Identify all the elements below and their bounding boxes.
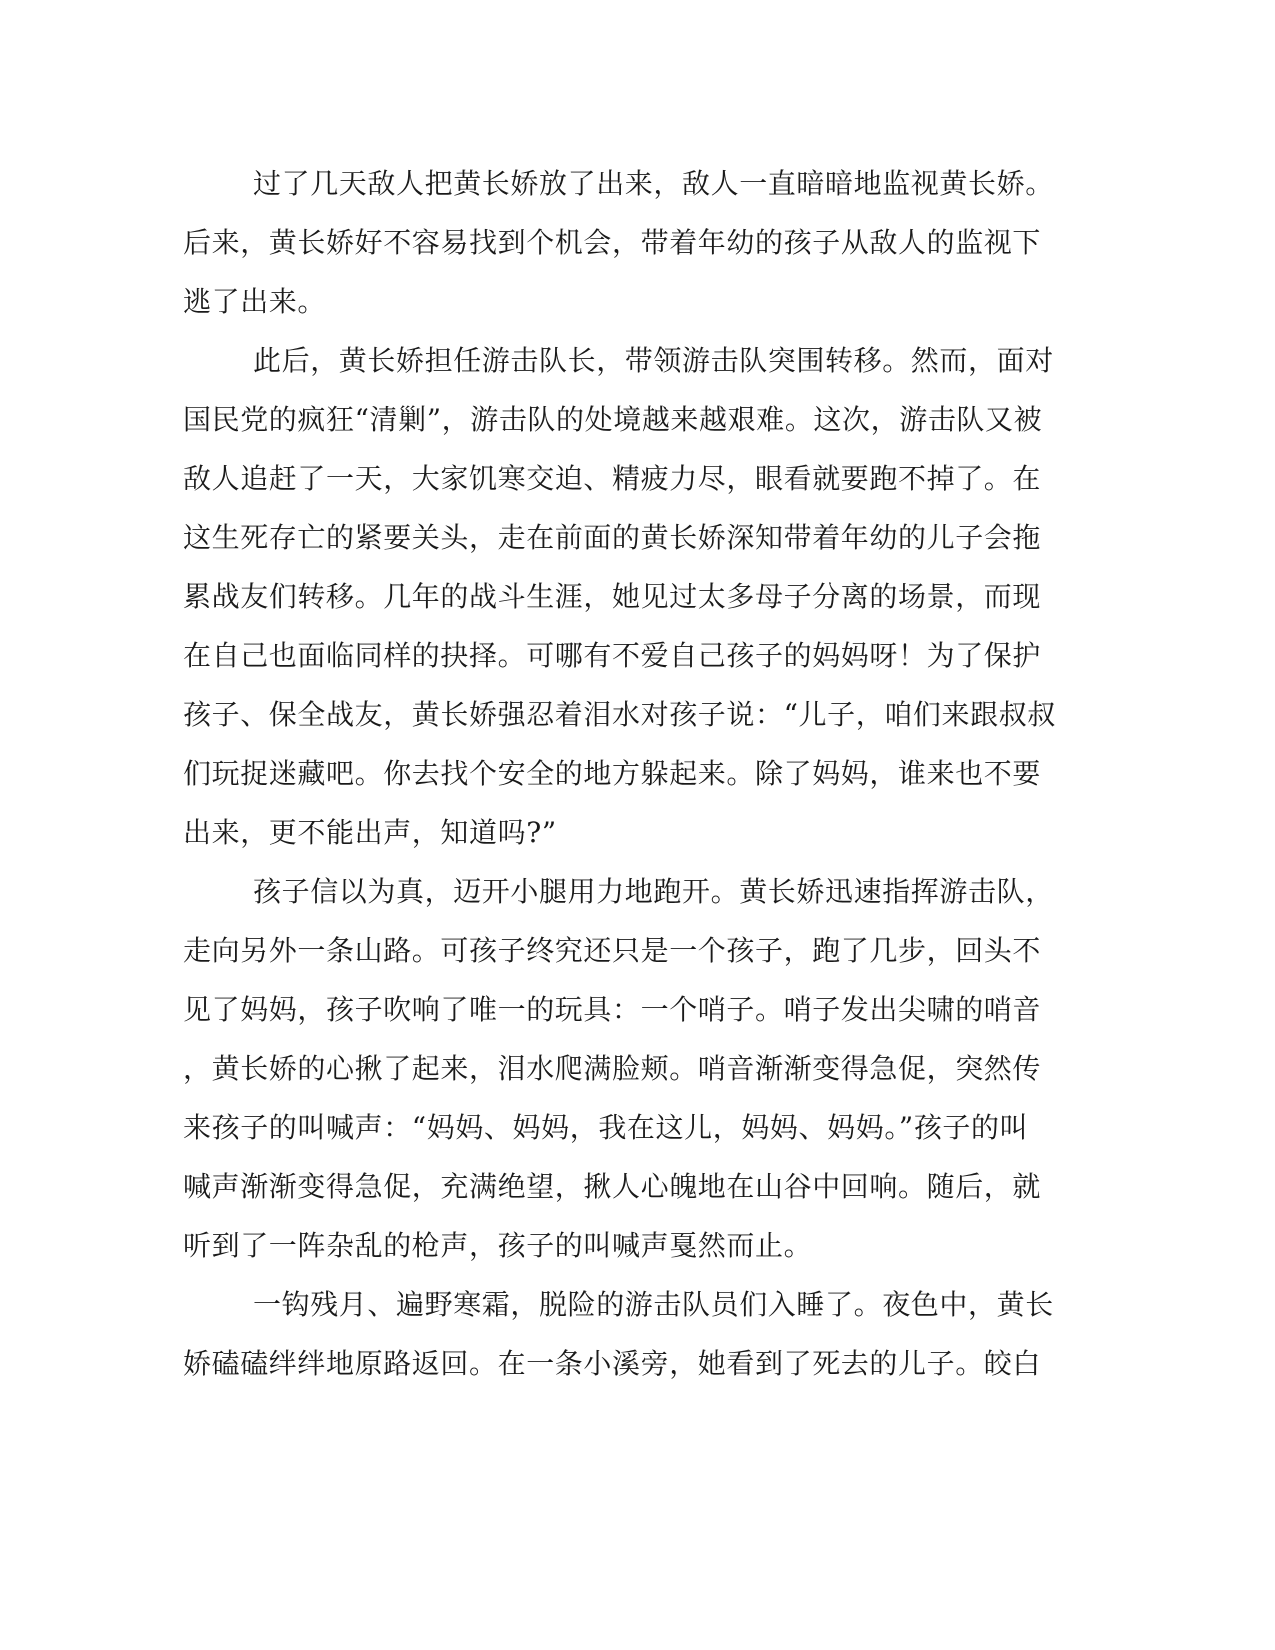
paragraph-3-line-5: 来孩子的叫喊声：“妈妈、妈妈，我在这儿，妈妈、妈妈。”孩子的叫 bbox=[183, 1111, 1029, 1144]
paragraph-2-line-5: 累战友们转移。几年的战斗生涯，她见过太多母子分离的场景，而现 bbox=[183, 580, 1042, 613]
paragraph-2-line-8: 们玩捉迷藏吧。你去找个安全的地方躲起来。除了妈妈，谁来也不要 bbox=[183, 757, 1042, 790]
paragraph-3-line-7: 听到了一阵杂乱的枪声，孩子的叫喊声戛然而止。 bbox=[183, 1229, 813, 1262]
paragraph-2-line-9: 出来，更不能出声，知道吗?” bbox=[183, 816, 557, 849]
paragraph-2-line-4: 这生死存亡的紧要关头，走在前面的黄长娇深知带着年幼的儿子会拖 bbox=[183, 521, 1042, 554]
paragraph-2-line-6: 在自己也面临同样的抉择。可哪有不爱自己孩子的妈妈呀！为了保护 bbox=[183, 639, 1042, 672]
paragraph-3-line-3: 见了妈妈，孩子吹响了唯一的玩具：一个哨子。哨子发出尖啸的哨音 bbox=[183, 993, 1042, 1026]
paragraph-2-line-7: 孩子、保全战友，黄长娇强忍着泪水对孩子说：“儿子，咱们来跟叔叔 bbox=[183, 698, 1056, 731]
paragraph-2-line-1: 此后，黄长娇担任游击队长，带领游击队突围转移。然而，面对 bbox=[253, 344, 1054, 377]
paragraph-3-line-4: ，黄长娇的心揪了起来，泪水爬满脸颊。哨音渐渐变得急促，突然传 bbox=[183, 1052, 1042, 1085]
paragraph-4-line-2: 娇磕磕绊绊地原路返回。在一条小溪旁，她看到了死去的儿子。皎白 bbox=[183, 1347, 1042, 1380]
paragraph-1-line-2: 后来，黄长娇好不容易找到个机会，带着年幼的孩子从敌人的监视下 bbox=[183, 226, 1042, 259]
document-body bbox=[183, 154, 1056, 1393]
paragraph-1-line-1: 过了几天敌人把黄长娇放了出来，敌人一直暗暗地监视黄长娇。 bbox=[253, 167, 1054, 200]
paragraph-3-line-6: 喊声渐渐变得急促，充满绝望，揪人心魄地在山谷中回响。随后，就 bbox=[183, 1170, 1042, 1203]
paragraph-2-line-3: 敌人追赶了一天，大家饥寒交迫、精疲力尽，眼看就要跑不掉了。在 bbox=[183, 462, 1042, 495]
paragraph-3-line-2: 走向另外一条山路。可孩子终究还只是一个孩子，跑了几步，回头不 bbox=[183, 934, 1042, 967]
paragraph-3-line-1: 孩子信以为真，迈开小腿用力地跑开。黄长娇迅速指挥游击队， bbox=[253, 875, 1054, 908]
paragraph-2-line-2: 国民党的疯狂“清剿”，游击队的处境越来越艰难。这次，游击队又被 bbox=[183, 403, 1043, 436]
paragraph-4-line-1: 一钩残月、遍野寒霜，脱险的游击队员们入睡了。夜色中，黄长 bbox=[253, 1288, 1054, 1321]
paragraph-1-line-3: 逃了出来。 bbox=[183, 285, 327, 318]
